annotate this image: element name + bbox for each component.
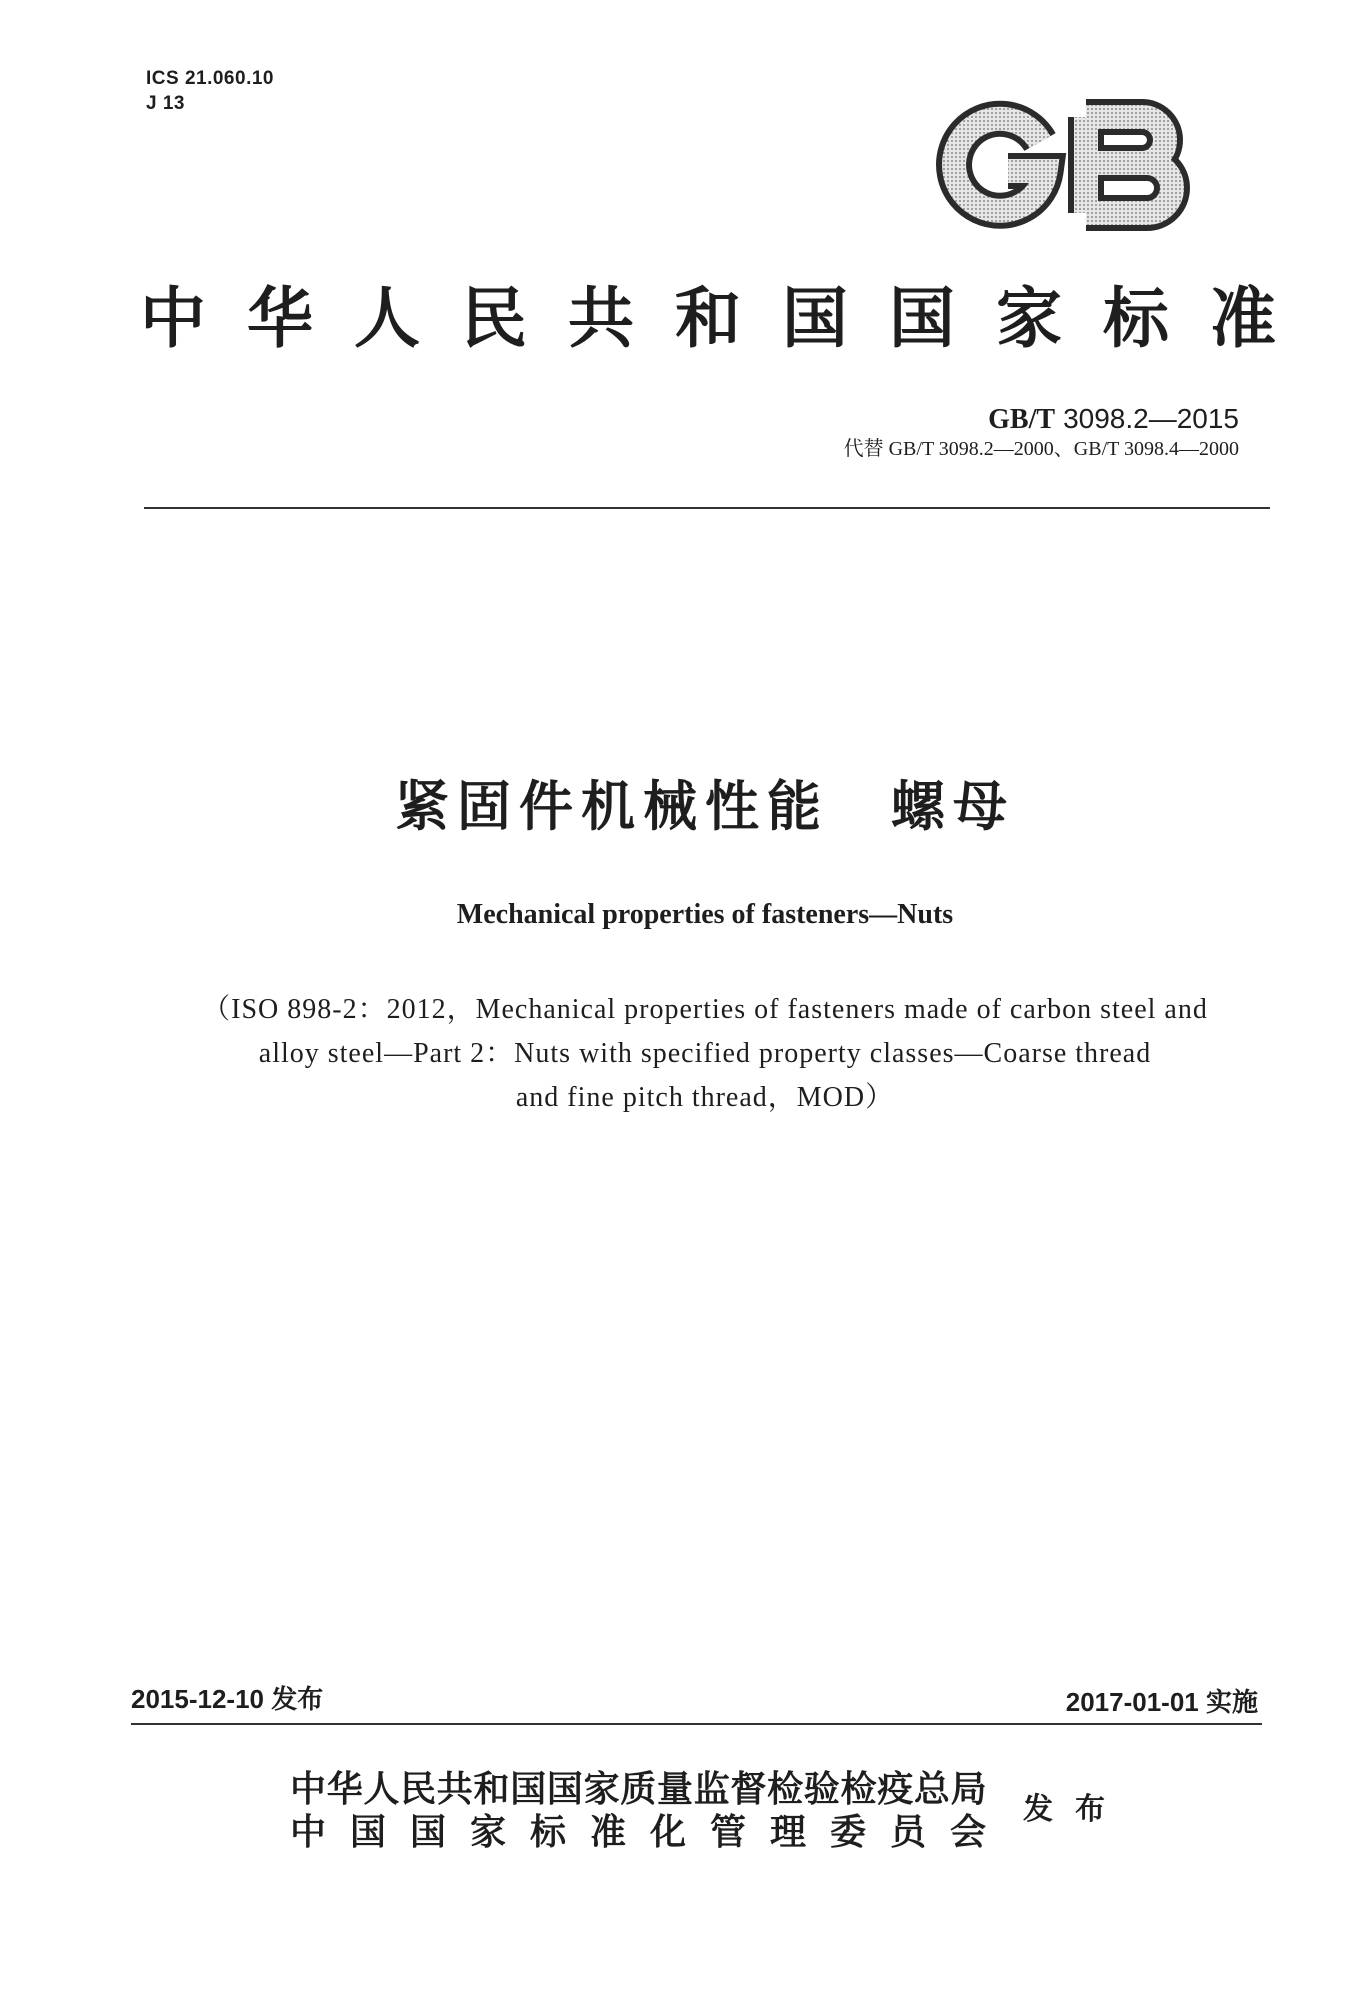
equivalence-line: and fine pitch thread，MOD） bbox=[515, 1082, 895, 1113]
standard-number bbox=[988, 402, 1239, 437]
issuer-sac: 中国国家标准化管理委员会 bbox=[290, 1811, 1011, 1853]
bottom-divider bbox=[131, 1723, 1262, 1725]
title-chinese: 紧固件机械性能 螺母 bbox=[395, 775, 1015, 838]
implementation-date: 2017-01-01 实施 bbox=[1065, 1687, 1258, 1717]
issue-date: 2015-12-10 发布 bbox=[131, 1684, 324, 1714]
gb-logo bbox=[934, 95, 1200, 235]
top-divider bbox=[144, 507, 1270, 509]
equivalence-line: alloy steel—Part 2：Nuts with specified property classes—Coarse thread bbox=[258, 1038, 1152, 1069]
title-english: Mechanical properties of fasteners—Nuts bbox=[456, 899, 954, 930]
standard-number-prefix: GB/T bbox=[988, 404, 1056, 435]
equivalence-line: （ISO 898-2：2012，Mechanical properties of fasteners made of carbon steel and bbox=[202, 994, 1208, 1025]
issue-action-label: 发布 bbox=[1023, 1792, 1127, 1827]
standard-number-value: 3098.2—2015 bbox=[1063, 403, 1239, 434]
ics-code: ICS 21.060.10 bbox=[146, 68, 274, 89]
issuer-aqsiq: 中华人民共和国国家质量监督检验检疫总局 bbox=[290, 1768, 988, 1810]
standard-type-heading: 中华人民共和国国家标准 bbox=[140, 279, 1317, 357]
replaces-note: 代替 GB/T 3098.2—2000、GB/T 3098.4—2000 bbox=[843, 438, 1239, 460]
ccs-code: J 13 bbox=[146, 93, 185, 114]
